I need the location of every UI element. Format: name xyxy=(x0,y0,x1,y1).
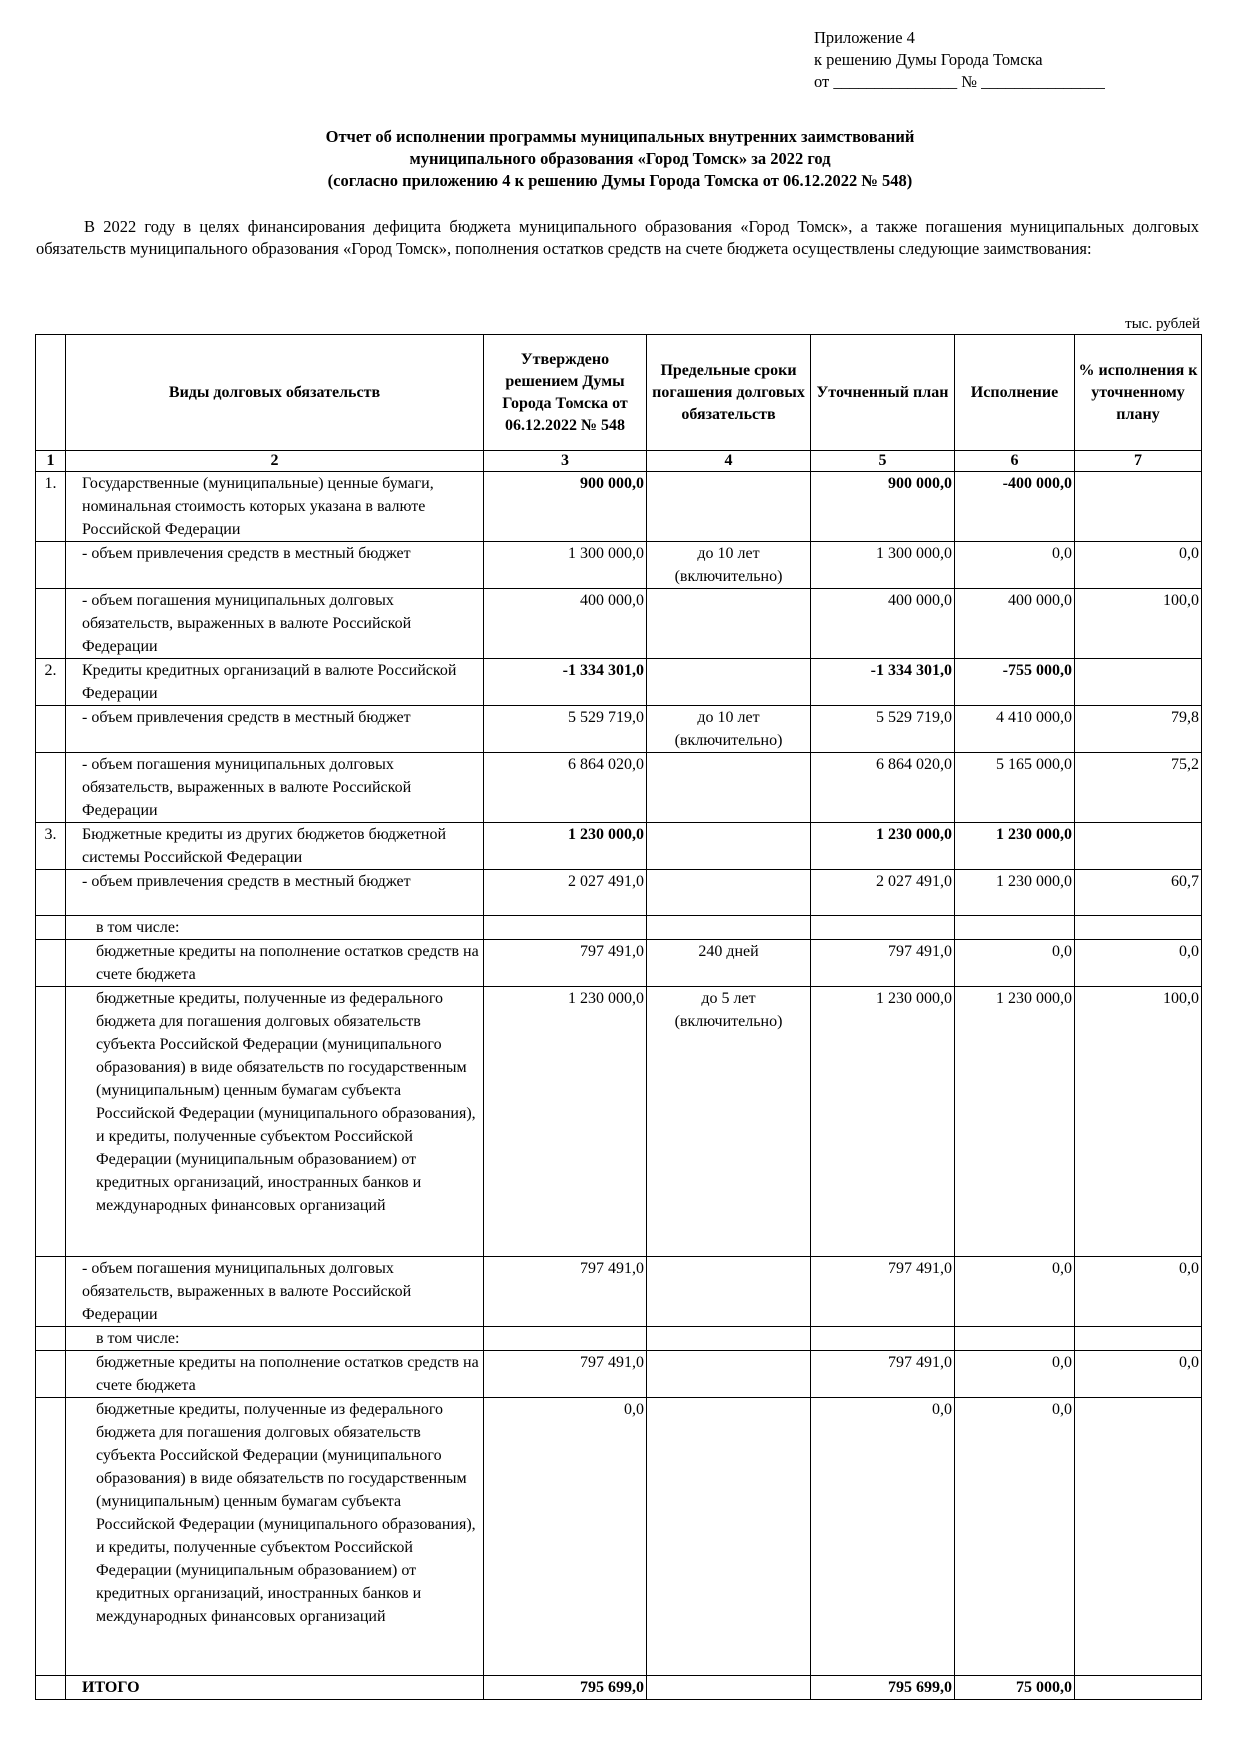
header-col-1 xyxy=(36,335,66,451)
row-number xyxy=(36,589,66,659)
approved-value xyxy=(484,916,647,940)
colnum: 4 xyxy=(647,451,811,472)
table-row xyxy=(36,589,1202,659)
total-label: ИТОГО xyxy=(66,1676,484,1700)
colnum: 2 xyxy=(66,451,484,472)
header-col-5: Уточненный план xyxy=(811,335,955,451)
row-number xyxy=(36,1398,66,1676)
header-col-4: Предельные сроки погашения долговых обязательств xyxy=(647,335,811,451)
pct-value: 60,7 xyxy=(1075,870,1202,916)
table-row xyxy=(36,1327,1202,1351)
table-row xyxy=(36,753,1202,823)
plan-value: 0,0 xyxy=(811,1398,955,1676)
exec-value xyxy=(955,916,1075,940)
term-value xyxy=(647,916,811,940)
term-value xyxy=(647,753,811,823)
plan-value: -1 334 301,0 xyxy=(811,659,955,706)
pct-value: 0,0 xyxy=(1075,542,1202,589)
term-value: 240 дней xyxy=(647,940,811,987)
term-value: до 10 лет (включительно) xyxy=(647,542,811,589)
row-name: в том числе: xyxy=(66,916,484,940)
row-number xyxy=(36,940,66,987)
plan-value: 797 491,0 xyxy=(811,940,955,987)
approved-value: -1 334 301,0 xyxy=(484,659,647,706)
row-number: 2. xyxy=(36,659,66,706)
table-row xyxy=(36,659,1202,706)
row-name: бюджетные кредиты, полученные из федерального бюджета для погашения долговых обязательств субъекта Российской Федерации (муниципального образования) в виде обязательств по государственным (муниципальным) ценным бумагам субъекта Российской Федерации (муниципального образования), и кредиты, полученные субъектом Российской Федерации (муниципальным образованием) от кредитных организаций, иностранных банков и международных финансовых организаций xyxy=(66,1398,484,1676)
appendix-block xyxy=(814,27,1105,93)
colnum: 3 xyxy=(484,451,647,472)
approved-value: 0,0 xyxy=(484,1398,647,1676)
exec-value: 0,0 xyxy=(955,940,1075,987)
term-value xyxy=(647,823,811,870)
exec-value: -755 000,0 xyxy=(955,659,1075,706)
table-row xyxy=(36,987,1202,1257)
row-name: - объем привлечения средств в местный бюджет xyxy=(66,542,484,589)
approved-value: 900 000,0 xyxy=(484,472,647,542)
colnum: 6 xyxy=(955,451,1075,472)
row-name: Кредиты кредитных организаций в валюте Российской Федерации xyxy=(66,659,484,706)
row-name xyxy=(66,987,484,1257)
exec-value: 4 410 000,0 xyxy=(955,706,1075,753)
plan-value: 797 491,0 xyxy=(811,1257,955,1327)
appendix-line-1: Приложение 4 xyxy=(814,28,915,47)
pct-value xyxy=(1075,659,1202,706)
table-row xyxy=(36,472,1202,542)
term-value xyxy=(647,1257,811,1327)
approved-value: 797 491,0 xyxy=(484,940,647,987)
term-value xyxy=(647,472,811,542)
header-row xyxy=(36,335,1202,451)
colnum: 5 xyxy=(811,451,955,472)
row-number xyxy=(36,1257,66,1327)
appendix-line-3: от _______________ № _______________ xyxy=(814,72,1105,91)
term-value xyxy=(647,1327,811,1351)
plan-value xyxy=(811,1327,955,1351)
term-value xyxy=(647,1351,811,1398)
approved-value: 1 230 000,0 xyxy=(484,823,647,870)
term-value xyxy=(647,870,811,916)
term-value xyxy=(647,1676,811,1700)
exec-value: 0,0 xyxy=(955,542,1075,589)
plan-value xyxy=(811,916,955,940)
pct-value: 75,2 xyxy=(1075,753,1202,823)
pct-value xyxy=(1075,1327,1202,1351)
plan-value: 1 230 000,0 xyxy=(811,987,955,1257)
term-value: до 10 лет (включительно) xyxy=(647,706,811,753)
pct-value xyxy=(1075,916,1202,940)
units-label: тыс. рублей xyxy=(1125,316,1200,332)
row-number xyxy=(36,542,66,589)
approved-value xyxy=(484,1327,647,1351)
table-row xyxy=(36,823,1202,870)
pct-value: 0,0 xyxy=(1075,1257,1202,1327)
exec-value: 400 000,0 xyxy=(955,589,1075,659)
term-value xyxy=(647,659,811,706)
exec-value: 1 230 000,0 xyxy=(955,823,1075,870)
header-col-6: Исполнение xyxy=(955,335,1075,451)
term-value xyxy=(647,589,811,659)
row-number xyxy=(36,987,66,1257)
approved-value: 1 300 000,0 xyxy=(484,542,647,589)
column-numbers-row xyxy=(36,451,1202,472)
table-row xyxy=(36,940,1202,987)
colnum: 7 xyxy=(1075,451,1202,472)
row-number xyxy=(36,753,66,823)
title-line-1: Отчет об исполнении программы муниципальных внутренних заимствований xyxy=(325,127,915,146)
row-number xyxy=(36,870,66,916)
plan-value: 5 529 719,0 xyxy=(811,706,955,753)
exec-value: 0,0 xyxy=(955,1351,1075,1398)
plan-value: 797 491,0 xyxy=(811,1351,955,1398)
table-row xyxy=(36,1398,1202,1676)
row-name-text: бюджетные кредиты, полученные из федерального бюджета для погашения долговых обязательств субъекта Российской Федерации (муниципального образования) в виде обязательств по государственным (муниципальным) ценным бумагам субъекта Российской Федерации (муниципального образования), и кредиты, полученные субъектом Российской Федерации (муниципальным образованием) от кредитных организаций, иностранных банков и международных финансовых организаций xyxy=(96,990,476,1214)
exec-value: 0,0 xyxy=(955,1257,1075,1327)
exec-value: 1 230 000,0 xyxy=(955,870,1075,916)
term-value xyxy=(647,1398,811,1676)
plan-value: 900 000,0 xyxy=(811,472,955,542)
title-line-2: муниципального образования «Город Томск» за 2022 год xyxy=(409,149,831,168)
exec-value: 1 230 000,0 xyxy=(955,987,1075,1257)
approved-value: 400 000,0 xyxy=(484,589,647,659)
pct-value: 79,8 xyxy=(1075,706,1202,753)
row-name: Бюджетные кредиты из других бюджетов бюджетной системы Российской Федерации xyxy=(66,823,484,870)
pct-value: 100,0 xyxy=(1075,987,1202,1257)
row-number: 1. xyxy=(36,472,66,542)
pct-value xyxy=(1075,823,1202,870)
row-name: - объем привлечения средств в местный бюджет xyxy=(66,706,484,753)
row-number xyxy=(36,1351,66,1398)
document-title xyxy=(0,126,1240,192)
row-name: Государственные (муниципальные) ценные бумаги, номинальная стоимость которых указана в валюте Российской Федерации xyxy=(66,472,484,542)
title-line-3: (согласно приложению 4 к решению Думы Города Томска от 06.12.2022 № 548) xyxy=(327,171,913,190)
plan-value: 795 699,0 xyxy=(811,1676,955,1700)
term-value: до 5 лет (включительно) xyxy=(647,987,811,1257)
plan-value: 1 230 000,0 xyxy=(811,823,955,870)
row-name: - объем погашения муниципальных долговых обязательств, выраженных в валюте Российской Федерации xyxy=(66,589,484,659)
pct-value xyxy=(1075,1676,1202,1700)
colnum: 1 xyxy=(36,451,66,472)
header-col-2: Виды долговых обязательств xyxy=(66,335,484,451)
exec-value: 75 000,0 xyxy=(955,1676,1075,1700)
appendix-line-2: к решению Думы Города Томска xyxy=(814,50,1043,69)
approved-value: 5 529 719,0 xyxy=(484,706,647,753)
row-name: бюджетные кредиты на пополнение остатков средств на счете бюджета xyxy=(66,940,484,987)
approved-value: 797 491,0 xyxy=(484,1351,647,1398)
row-number: 3. xyxy=(36,823,66,870)
intro-paragraph: В 2022 году в целях финансирования дефицита бюджета муниципального образования «Город Томск», а также погашения муниципальных долговых обязательств муниципального образования «Город Томск», пополнения остатков средств на счете бюджета осуществлены следующие заимствования: xyxy=(36,217,1199,258)
row-number xyxy=(36,1676,66,1700)
approved-value: 6 864 020,0 xyxy=(484,753,647,823)
table-row xyxy=(36,870,1202,916)
table-row xyxy=(36,1351,1202,1398)
row-number xyxy=(36,1327,66,1351)
table-row xyxy=(36,542,1202,589)
approved-value: 2 027 491,0 xyxy=(484,870,647,916)
approved-value: 795 699,0 xyxy=(484,1676,647,1700)
pct-value: 0,0 xyxy=(1075,940,1202,987)
approved-value: 797 491,0 xyxy=(484,1257,647,1327)
plan-value: 6 864 020,0 xyxy=(811,753,955,823)
table-row xyxy=(36,706,1202,753)
header-col-3: Утверждено решением Думы Города Томска от 06.12.2022 № 548 xyxy=(484,335,647,451)
table-row xyxy=(36,916,1202,940)
plan-value: 400 000,0 xyxy=(811,589,955,659)
pct-value: 100,0 xyxy=(1075,589,1202,659)
exec-value: 5 165 000,0 xyxy=(955,753,1075,823)
exec-value xyxy=(955,1327,1075,1351)
borrowings-table xyxy=(35,334,1202,1700)
row-number xyxy=(36,916,66,940)
row-name: в том числе: xyxy=(66,1327,484,1351)
header-col-7: % исполнения к уточненному плану xyxy=(1075,335,1202,451)
pct-value xyxy=(1075,472,1202,542)
pct-value xyxy=(1075,1398,1202,1676)
table-row xyxy=(36,1257,1202,1327)
approved-value: 1 230 000,0 xyxy=(484,987,647,1257)
row-name: - объем погашения муниципальных долговых обязательств, выраженных в валюте Российской Федерации xyxy=(66,1257,484,1327)
row-name: - объем привлечения средств в местный бюджет xyxy=(66,870,484,916)
plan-value: 2 027 491,0 xyxy=(811,870,955,916)
exec-value: 0,0 xyxy=(955,1398,1075,1676)
row-name: бюджетные кредиты на пополнение остатков средств на счете бюджета xyxy=(66,1351,484,1398)
plan-value: 1 300 000,0 xyxy=(811,542,955,589)
exec-value: -400 000,0 xyxy=(955,472,1075,542)
row-name: - объем погашения муниципальных долговых обязательств, выраженных в валюте Российской Федерации xyxy=(66,753,484,823)
row-number xyxy=(36,706,66,753)
pct-value: 0,0 xyxy=(1075,1351,1202,1398)
total-row xyxy=(36,1676,1202,1700)
